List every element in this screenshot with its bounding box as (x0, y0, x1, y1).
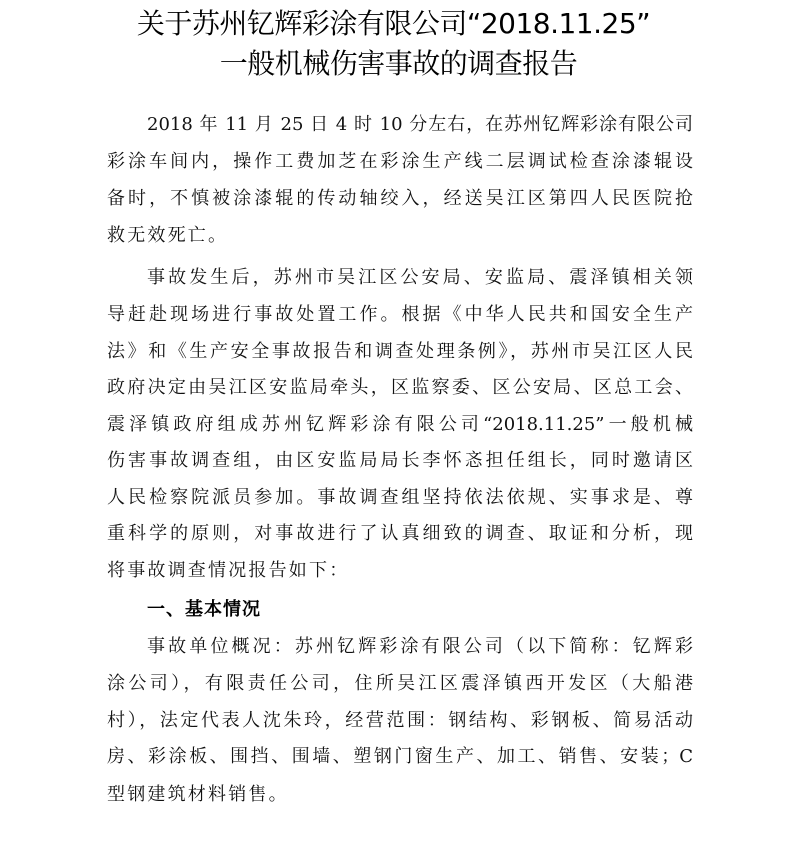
paragraph-1-line-2: 彩涂车间内，操作工费加芝在彩涂生产线二层调试检查涂漆辊设 (107, 151, 693, 172)
paragraph-2-line-3: 法》和《生产安全事故报告和调查处理条例》，苏州市吴江区人民 (107, 341, 693, 362)
report-title-line-1: 关于苏州钇辉彩涂有限公司“2018.11.25” (136, 7, 651, 40)
report-title-line-2: 一般机械伤害事故的调查报告 (219, 47, 578, 80)
paragraph-2-line-7: 人民检察院派员参加。事故调查组坚持依法依规、实事求是、尊 (107, 487, 693, 508)
paragraph-2-line-2: 导赶赴现场进行事故处置工作。根据《中华人民共和国安全生产 (107, 304, 693, 325)
section-1-paragraph-line-2: 涂公司），有限责任公司，住所吴江区震泽镇西开发区（大船港 (107, 673, 693, 694)
section-1-paragraph-line-4: 房、彩涂板、围挡、围墙、塑钢门窗生产、加工、销售、安装；C (107, 746, 693, 767)
section-1-paragraph-line-3: 村），法定代表人沈朱玲，经营范围：钢结构、彩钢板、简易活动 (107, 710, 693, 731)
paragraph-2-line-8: 重科学的原则，对事故进行了认真细致的调查、取证和分析，现 (107, 523, 693, 544)
paragraph-2-line-6: 伤害事故调查组，由区安监局局长李怀忞担任组长，同时邀请区 (107, 450, 693, 471)
paragraph-2-line-5: 震泽镇政府组成苏州钇辉彩涂有限公司“2018.11.25”一般机械 (107, 414, 693, 435)
paragraph-2-line-9: 将事故调查情况报告如下： (107, 560, 350, 581)
paragraph-1-line-3: 备时，不慎被涂漆辊的传动轴绞入，经送吴江区第四人民医院抢 (107, 188, 693, 209)
paragraph-1-line-4: 救无效死亡。 (107, 225, 229, 246)
section-heading-basic-info: 一、基本情况 (147, 599, 261, 620)
paragraph-2-line-4: 政府决定由吴江区安监局牵头，区监察委、区公安局、区总工会、 (107, 377, 693, 398)
paragraph-1-line-1: 2018 年 11 月 25 日 4 时 10 分左右，在苏州钇辉彩涂有限公司 (147, 114, 693, 135)
paragraph-2-line-1: 事故发生后，苏州市吴江区公安局、安监局、震泽镇相关领 (147, 267, 693, 288)
section-1-paragraph-line-5: 型钢建筑材料销售。 (107, 784, 289, 805)
section-1-paragraph-line-1: 事故单位概况：苏州钇辉彩涂有限公司（以下简称：钇辉彩 (147, 636, 693, 657)
